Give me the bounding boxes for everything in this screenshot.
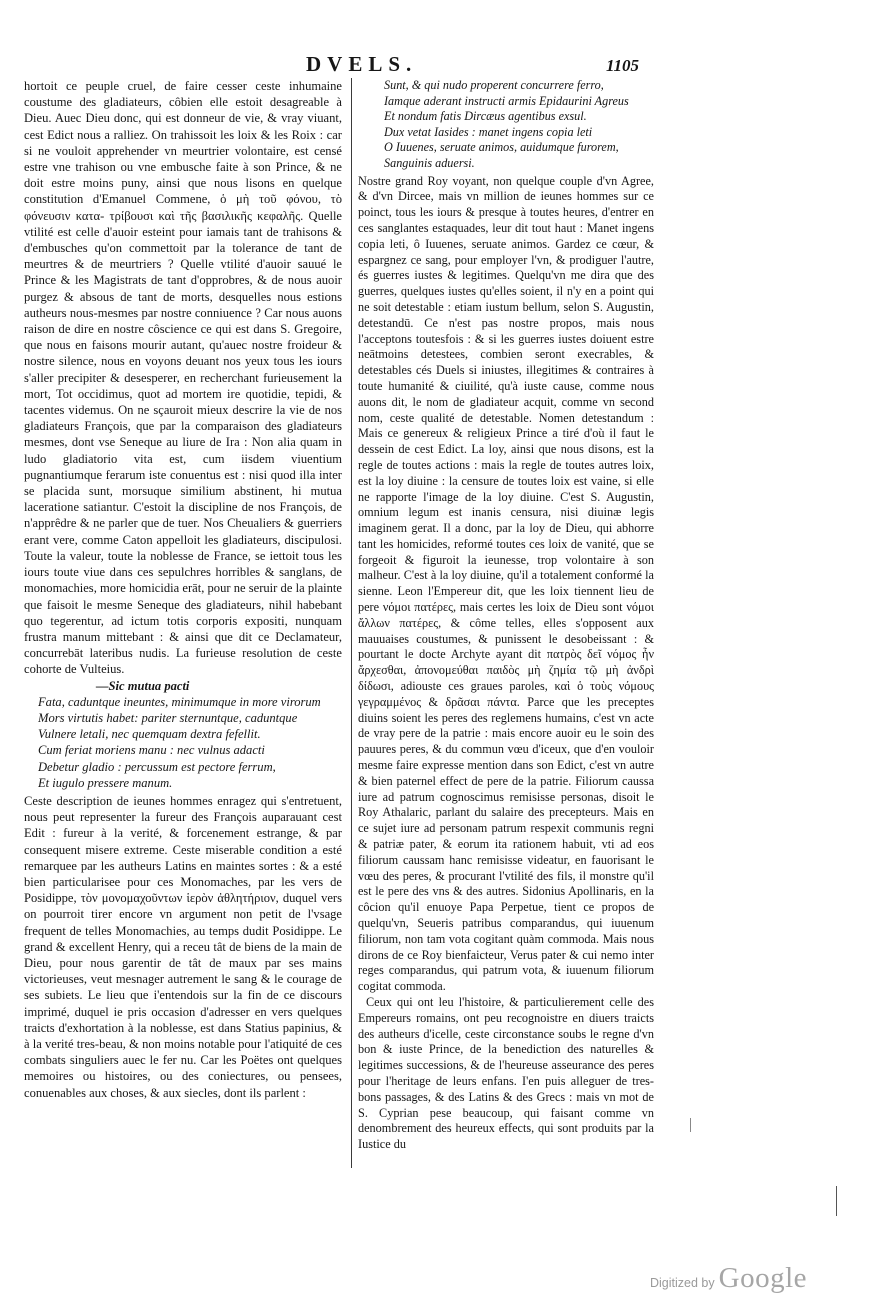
margin-mark [690, 1118, 691, 1132]
verse-line: Debetur gladio : percussum est pectore ferrum, [38, 759, 276, 774]
column-divider [351, 78, 352, 1168]
verse-line: Et nondum fatis Dircæus agentibus exsul. [384, 109, 587, 124]
running-title: DVELS. [306, 52, 418, 76]
left-paragraph-2: Ceste description de ieunes hommes enragez qui s'entretuent, nous peut representer la fureur des François auparauant cest Edit : fureur à la verité, & forcenement estrange, & par consequent misere extreme. Ceste miserable condition a esté remarquee par les autheurs Latins en maintes sortes : & a esté bien particularisee pour ces Monomaches, par les vers de Posidippe, τὸν μονομαχοῦντων ἱερὸν ἀθλητήριον, duquel vers on pourroit tirer encore vn argument non petit de l'vsage frequent de telles Monomachies, au temps dudit Posidippe. Le grand & excellent Henry, qui a receu tât de biens de la main de Dieu, pour nous garentir de tât de maux par ses mains victorieuses, veut mesnager autrement le sang & le courage de ses subiets. Le lieu que i'entendois sur la fin de ce discours imprimé, duquel ie pris occasion d'adresser en vers quelques traicts d'exhortation à la noblesse, est dans Statius papinius, & à la verité tres-beau, & non moins notable pour l'atiquité de ces combats singuliers auec le fer nu. Car les Poëtes ont quelques memoires ou histoires, ou des coniectures, ou pensees, conuenables aux choses, & aux siecles, dont ils parlent : [24, 793, 342, 1100]
verse-line: Cum feriat moriens manu : nec vulnus adacti [38, 743, 265, 758]
right-paragraph-2: Ceux qui ont leu l'histoire, & particulierement celle des Empereurs romains, ont peu recognoistre en diuers traicts des autheurs d'icelle, ceste circonstance soubs le regne d'vn bon & iuste Prince, de la benediction des naturelles & legitimes successions, & de l'heureuse asseurance des peres pour l'heritage de leurs enfans. I'en puis alleguer de tres-bons passages, & des Latins & des Grecs : mais vn mot de S. Cyprian pese beaucoup, qui faisant comme vn denombrement des heureux effects, qui sont produits par la Iustice du [358, 995, 654, 1152]
verse-line: Sunt, & qui nudo properent concurrere ferro, [384, 78, 604, 92]
verse-line: Et iugulo pressere manum. [38, 775, 173, 790]
verse-line: Iamque aderant instructi armis Epidaurini Agreus [384, 93, 629, 108]
right-column [358, 78, 654, 1153]
verse-line: Vulnere letali, nec quemquam dextra fefellit. [38, 727, 261, 742]
right-verse-block [358, 78, 654, 172]
verse-line: Mors virtutis habet: pariter sternuntque, caduntque [38, 710, 298, 725]
verse-line: O Iuuenes, seruate animos, auidumque furorem, [384, 140, 619, 155]
verse-line: Dux vetat Iasides : manet ingens copia leti [384, 124, 593, 139]
left-column [24, 78, 342, 1101]
left-paragraph-1: hortoit ce peuple cruel, de faire cesser ceste inhumaine coustume des gladiateurs, côbien elle estoit desagreable à Dieu. Auec Dieu donc, qui est donneur de vie, & vray viuant, cest Edict nous a ralliez. On trahissoit les loix & les Roix : car si ne vouloit apprehender vn meurtrier volontaire, est censé estre vne trahison ou vne embusche faite à son Prince, & ne doit estre moins puny, ainsi que nous lisons en quelque constitution d'Emanuel Commene, ὁ μὴ τοῦ φόνου, τὸ φόνευσιν κατα- τρίβουσι καὶ τῆς βασιλικῆς κεφαλῆς. Quelle vtilité est celle d'auoir esteint pour iamais tant de trahisons & d'embusches qu'on commettoit par la tolerance de tant de meurtres & de meurtriers ? Quelle vtilité d'auoir sauué le Prince & les Magistrats de tant d'opprobres, & de nous auoir purgez & absous de tant de morts, desquelles nous estions autheurs nous-mesmes par nostre conniuence ? Car nous auons raison de dire en nostre côscience ce qui est dans S. Gregoire, que nous en faisons mourir autant, qu'auec nostre froideur & nostre silence, nous en voyons deuant nos yeux tous les iours s'aller precipiter & desesperer, en recherchant furieusement la mort, Tot occidimus, quot ad mortem ire quotidie, tepidi, & tacentes videmus. On ne sçauroit mieux descrire la vie de nos gladiateurs François, que par la comparaison des gladiateurs mesmes, dont vse Seneque au liure de Ira : Non alia quam in ludo gladiatorio vita est, cum iisdem viuentium pugnantiumque ferarum iste conuentus est : nisi quod illa inter se placida sunt, morsuque similium abstinent, hi mutua laceratione satiantur. C'estoit la discipline de nos François, de n'apprêdre & ne parler que de tuer. Nos Cheualiers & guerriers erant vere, comme Caton appelloit les gladiateurs, discipulosi. Toute la valeur, toute la noblesse de France, se iettoit tous les iours toute viue dans ces sepulchres horribles & sanglans, de monomachies, more homicidia erāt, pour ne seruir de la plainte que faisoit le mesme Seneque des gladiateurs, nihil habebant quo tegerentur, ad ictum totis corporis expositi, nunquam frustra manum mittebant : & ainsi que dit ce Declamateur, concurrebāt lateribus nudis. La furieuse resolution de ceste cohorte de Vulteius. [24, 79, 342, 677]
right-paragraph-1: Nostre grand Roy voyant, non quelque couple d'vn Agree, & d'vn Dircee, mais vn million de ieunes hommes sur ce poinct, tous les iours & presque à toutes heures, d'entrer en ces sanglantes estaquades, leur dit tout haut : Manet ingens copia leti, ô Iuuenes, seruate animos. Gardez ce cœur, & espargnez ce sang, pour employer l'vn, & prodiguer l'autre, és guerres iustes & legitimes. Quelqu'vn me dira que des guerres, quelques iustes qu'elles soient, il n'y en a point qui ne soit detestable : etiam iustum bellum, selon S. Augustin, detestandū. Ce n'est pas nostre propos, mais nous l'acceptons toutesfois : & si les guerres iustes doiuent estre neātmoins detestees, combien seront execrables, & detestables cés Duels si iniustes, illegitimes & contraires à toute humanité & ciuilité, qu'à iuste cause, comme nous auons dit, le nom de gladiateur acquit, comme vn second nom, ceste qualité de detestable. Nomen detestandum : Mais ce genereux & religieux Prince a tiré d'où il faut le dessein de cest Edict. La loy, ainsi que nous disons, est la regle de toutes actions : mais la regle de toutes autres loix, est la loy diuine : la censure de toutes loix est vaine, si elle ne rapporte l'image de la loy diuine. C'est S. Augustin, omnium legum est inanis censura, nisi diuinæ legis imaginem gerat. Il a donc, par la loy de Dieu, qui abhorre tant les homicides, reformé toutes ces loix de vanité, que se forgeoit & figuroit la ieunesse, trop volontaire à son malheur. C'est à la loy diuine, qu'il a totalement conformé la sienne. Leon l'Empereur dit, que les loix tiennent lieu de pere νόμοι πατέρες, mais certes les loix de Dieu sont νόμοι ἄλλων πατέρες, & côme telles, elles s'opposent aux mauuaises coustumes, & punissent le desobeissant : & pourtant le docte Archyte ayant dit πατρὸς δεῖ νόμος ἦν ἄρχεσθαι, ἀπονομεύθαι παιδὸς μὴ ζημία τῷ μὴ ἀνδρὶ δίδωσι, adiouste ces graues paroles, καὶ ὁ τοὺς νόμους γεγραμμένος & δρᾶσαι πάντα. Parce que les preceptes diuins soient les peres des reglemens humains, c'est vn acte de vray pere de la patrie : mais encore auoir eu le soin des pauures peres, & du commun vœu d'iceux, que d'en vouloir mesme faire expresse mention dans son Edict, c'est vn autre & bien paternel effect de pere de la patrie. Filiorum caussa iure ad patrum cognoscimus remisisse personas, disoit le Roy Athalaric, parlant du salaire des precepteurs. Mais en ce sujet iure ad personam patrum respexit communis regni & patriæ pater, & eorum ita rationem habuit, vti ad eos filiorum caussam hanc remisisse videatur, en fauorisant le vœu des peres, & procurant l'vtilité des fils, il monstre qu'il est le pere des vns & des autres. Sidonius Apollinaris, en la côcion qu'il enuoye Papa Perpetue, tient ce propos de quelqu'vn, Seueris patribus comparandus, qui iuuenum filiorum, non tam vota cogitant quàm commoda. Mais nous dirons de ce Roy bienfaicteur, Verus pater & cui nemo inter reges comparandus, qui patrum vota, & iuuenum filiorum cogitat commoda. [358, 173, 654, 994]
page-number: 1105 [606, 56, 640, 75]
verse-line: Sanguinis aduersi. [384, 155, 475, 170]
left-verse-block [24, 678, 342, 791]
google-logo: Google [718, 1262, 807, 1294]
google-watermark [650, 1262, 807, 1298]
verse-line: Fata, caduntque ineuntes, minimumque in more virorum [38, 694, 321, 709]
verse-header: —Sic mutua pacti [96, 678, 190, 693]
page-header [0, 52, 888, 76]
margin-mark [836, 1186, 837, 1216]
watermark-prefix: Digitized by [650, 1276, 715, 1290]
